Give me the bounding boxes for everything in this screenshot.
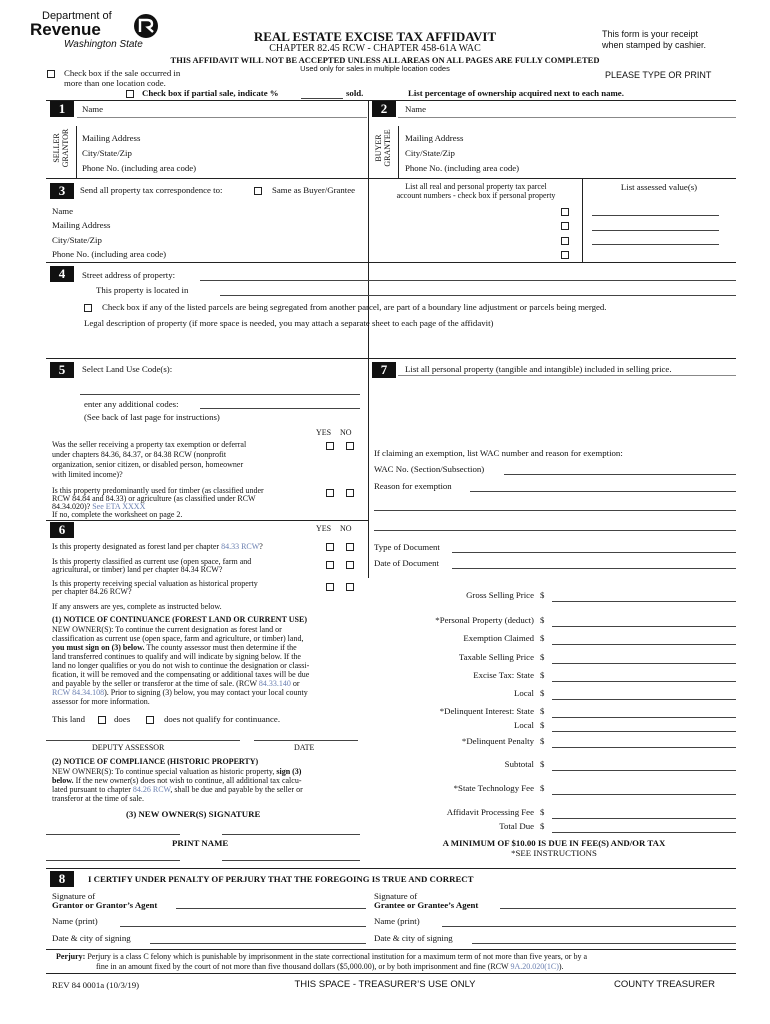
does-label: does bbox=[114, 714, 131, 724]
county-treasurer-label: COUNTY TREASURER bbox=[614, 979, 715, 990]
if-yes-note: If any answers are yes, complete as instructed below. bbox=[52, 602, 222, 611]
notice1-line-8: RCW 84.34.108). Prior to signing (3) below, you may contact your local county bbox=[52, 688, 308, 697]
multi-location-checkbox[interactable] bbox=[47, 70, 55, 78]
historic-question-1: Is this property receiving special valuation as historical property bbox=[52, 579, 258, 588]
section-1-number: 1 bbox=[50, 101, 74, 117]
grantor-signature-label-2: Grantor or Grantor’s Agent bbox=[52, 900, 158, 910]
treasurer-space-label: THIS SPACE - TREASURER’S USE ONLY bbox=[294, 979, 476, 990]
assessed-header: List assessed value(s) bbox=[620, 182, 698, 192]
notice1-line-2: classification as current use (open space, farm and agriculture, or timber) land, bbox=[52, 634, 304, 643]
form-chapter: CHAPTER 82.45 RCW - CHAPTER 458-61A WAC bbox=[269, 43, 481, 54]
same-as-buyer-label: Same as Buyer/Grantee bbox=[272, 185, 356, 195]
partial-sale-checkbox[interactable] bbox=[126, 90, 134, 98]
partial-sale-suffix: sold. bbox=[346, 88, 364, 98]
revenue-logo-icon bbox=[133, 12, 159, 40]
fee-dollar-sign: $ bbox=[540, 759, 545, 769]
timber-question-1: Is this property predominantly used for timber (as classified under bbox=[52, 486, 264, 495]
seller-phone-label: Phone No. (including area code) bbox=[82, 163, 197, 173]
notice2-line-2: below. If the new owner(s) does not wish to continue, all additional tax calcu- bbox=[52, 776, 302, 785]
perjury-statement-2: fine in an amount fixed by the court of not more than five thousand dollars ($5,000.00), or by both imprisonment and fine (RCW 9A.20.020(1C)). bbox=[96, 962, 564, 971]
receipt-note-1: This form is your receipt bbox=[602, 29, 699, 39]
forest-rcw-link[interactable]: 84.33 RCW bbox=[221, 542, 260, 551]
type-document-input[interactable] bbox=[452, 552, 736, 553]
historic-yes-checkbox[interactable] bbox=[326, 583, 334, 591]
notice1-line-6: fication, it will be removed and the compensating or additional taxes will be due bbox=[52, 670, 310, 679]
fee-dollar-sign: $ bbox=[540, 615, 545, 625]
date-document-label: Date of Document bbox=[374, 558, 439, 568]
send-correspondence-label: Send all property tax correspondence to: bbox=[80, 185, 223, 195]
fee-dollar-sign: $ bbox=[540, 670, 545, 680]
fee-dollar-sign: $ bbox=[540, 706, 545, 716]
sec6-no-header: NO bbox=[340, 524, 352, 533]
multi-location-note: Used only for sales in multiple location codes bbox=[300, 64, 450, 73]
street-address-input[interactable] bbox=[200, 280, 736, 281]
current-use-question-2: agricultural, or timber) land per chapter 84.34 RCW? bbox=[52, 565, 223, 574]
forest-yes-checkbox[interactable] bbox=[326, 543, 334, 551]
rcw-9a-link[interactable]: 9A.20.020(1C) bbox=[510, 962, 559, 971]
fee-value-input[interactable] bbox=[552, 783, 736, 795]
fee-label: *Delinquent Penalty bbox=[461, 736, 534, 746]
fee-label: *Personal Property (deduct) bbox=[435, 615, 534, 625]
exemption-no-checkbox[interactable] bbox=[346, 442, 354, 450]
seller-side-label: SELLER GRANTOR bbox=[52, 128, 70, 168]
legal-description-label: Legal description of property (if more space is needed, you may attach a separate sheet to each page of the affidavit) bbox=[84, 318, 494, 328]
fee-label: *Delinquent Interest: State bbox=[439, 706, 534, 716]
land-does-checkbox[interactable] bbox=[98, 716, 106, 724]
assessed-value-1[interactable] bbox=[592, 215, 719, 216]
parcel-2-checkbox[interactable] bbox=[561, 222, 569, 230]
parcel-3-checkbox[interactable] bbox=[561, 237, 569, 245]
notice2-line-1: NEW OWNER(S): To continue special valuation as historic property, sign (3) bbox=[52, 767, 302, 776]
buyer-side-label: BUYER GRANTEE bbox=[374, 129, 392, 167]
deputy-assessor-signature[interactable] bbox=[46, 740, 240, 741]
assessed-value-2[interactable] bbox=[592, 230, 719, 231]
section-5-number: 5 bbox=[50, 362, 74, 378]
wac-number-label: WAC No. (Section/Subsection) bbox=[374, 464, 485, 474]
exemption-yes-checkbox[interactable] bbox=[326, 442, 334, 450]
exemption-question-1: Was the seller receiving a property tax exemption or deferral bbox=[52, 440, 247, 449]
sec6-yes-header: YES bbox=[316, 524, 332, 533]
type-document-label: Type of Document bbox=[374, 542, 440, 552]
notice1-line-1: NEW OWNER(S): To continue the current designation as forest land or bbox=[52, 625, 282, 634]
section-4-number: 4 bbox=[50, 266, 74, 282]
parcel-header-1: List all real and personal property tax parcel bbox=[405, 182, 547, 191]
grantor-signature-label-1: Signature of bbox=[52, 891, 96, 901]
reason-label: Reason for exemption bbox=[374, 481, 452, 491]
fee-label: Gross Selling Price bbox=[466, 590, 534, 600]
date-document-input[interactable] bbox=[452, 568, 736, 569]
street-address-label: Street address of property: bbox=[82, 270, 176, 280]
dept-of-text: Department of bbox=[42, 10, 112, 22]
grantee-date-city-label: Date & city of signing bbox=[374, 933, 453, 943]
grantor-date-city-label: Date & city of signing bbox=[52, 933, 131, 943]
historic-no-checkbox[interactable] bbox=[346, 583, 354, 591]
exemption-question-4: with limited income)? bbox=[52, 470, 123, 479]
wac-number-input[interactable] bbox=[504, 474, 736, 475]
does-not-label: does not qualify for continuance. bbox=[164, 714, 281, 724]
see-back-label: (See back of last page for instructions) bbox=[84, 412, 220, 422]
parcel-1-checkbox[interactable] bbox=[561, 208, 569, 216]
current-use-no-checkbox[interactable] bbox=[346, 561, 354, 569]
print-name-label: PRINT NAME bbox=[172, 838, 229, 848]
assessed-value-3[interactable] bbox=[592, 244, 719, 245]
certify-statement: I CERTIFY UNDER PENALTY OF PERJURY THAT THE FOREGOING IS TRUE AND CORRECT bbox=[88, 874, 474, 884]
rcw-84-34-108-link[interactable]: RCW 84.34.108 bbox=[52, 688, 105, 697]
fee-dollar-sign: $ bbox=[540, 633, 545, 643]
exemption-claim-label: If claiming an exemption, list WAC number and reason for exemption: bbox=[374, 448, 623, 458]
fee-value-input[interactable] bbox=[552, 633, 736, 645]
mail-phone-label: Phone No. (including area code) bbox=[52, 249, 167, 259]
notice2-line-4: transferor at the time of sale. bbox=[52, 794, 144, 803]
form-id: REV 84 0001a (10/3/19) bbox=[52, 980, 140, 990]
timber-question-4: If no, complete the worksheet on page 2. bbox=[52, 510, 183, 519]
deputy-date-label: DATE bbox=[294, 743, 315, 752]
print-name-input-1[interactable] bbox=[46, 860, 180, 861]
located-in-input[interactable] bbox=[220, 295, 736, 296]
forest-question: Is this property designated as forest land per chapter 84.33 RCW? bbox=[52, 542, 263, 551]
fee-label: Affidavit Processing Fee bbox=[446, 807, 534, 817]
seller-name-label: Name bbox=[82, 104, 104, 114]
fee-dollar-sign: $ bbox=[540, 720, 545, 730]
exemption-question-3: organization, senior citizen, or disabled person, homeowner bbox=[52, 460, 244, 469]
land-does-not-checkbox[interactable] bbox=[146, 716, 154, 724]
fee-label: Subtotal bbox=[504, 759, 534, 769]
fee-dollar-sign: $ bbox=[540, 688, 545, 698]
revenue-logo bbox=[30, 10, 162, 52]
deputy-assessor-date[interactable] bbox=[254, 740, 358, 741]
fee-label: Local bbox=[513, 688, 534, 698]
additional-codes-input[interactable] bbox=[200, 408, 360, 409]
reason-input-2[interactable] bbox=[374, 510, 736, 511]
located-in-label: This property is located in bbox=[96, 285, 189, 295]
section-8-number: 8 bbox=[50, 871, 74, 887]
multi-location-label-1: Check box if the sale occurred in bbox=[64, 68, 181, 78]
fee-value-input[interactable] bbox=[552, 821, 736, 833]
fee-dollar-sign: $ bbox=[540, 736, 545, 746]
grantee-name-label: Name (print) bbox=[374, 916, 420, 926]
notice2-title: (2) NOTICE OF COMPLIANCE (HISTORIC PROPERTY) bbox=[52, 757, 259, 766]
eta-link[interactable]: See ETA XXXX bbox=[92, 502, 146, 511]
fee-value-input[interactable] bbox=[552, 706, 736, 718]
buyer-phone-label: Phone No. (including area code) bbox=[405, 163, 520, 173]
fee-label: Exemption Claimed bbox=[463, 633, 534, 643]
fee-value-input[interactable] bbox=[552, 736, 736, 748]
section-6-number: 6 bbox=[50, 522, 74, 538]
land-use-input[interactable] bbox=[80, 394, 360, 395]
exemption-question-2: under chapters 84.36, 84.37, or 84.38 RCW (nonprofit bbox=[52, 450, 227, 459]
same-as-buyer-checkbox[interactable] bbox=[254, 187, 262, 195]
grantee-signature-input[interactable] bbox=[500, 908, 736, 909]
new-owner-signature-1[interactable] bbox=[46, 834, 180, 835]
fee-value-input[interactable] bbox=[552, 720, 736, 732]
fee-dollar-sign: $ bbox=[540, 821, 545, 831]
reason-input-1[interactable] bbox=[470, 491, 736, 492]
mail-mailing-label: Mailing Address bbox=[52, 220, 111, 230]
new-owner-signature-2[interactable] bbox=[222, 834, 360, 835]
fee-value-input[interactable] bbox=[552, 670, 736, 682]
type-or-print: PLEASE TYPE OR PRINT bbox=[605, 70, 712, 80]
washington-state-text: Washington State bbox=[64, 39, 143, 50]
section-3-number: 3 bbox=[50, 183, 74, 199]
fee-value-input[interactable] bbox=[552, 652, 736, 664]
fee-dollar-sign: $ bbox=[540, 807, 545, 817]
notice1-line-9: assessor for more information. bbox=[52, 697, 150, 706]
sec5-yes-header: YES bbox=[316, 428, 332, 437]
segregated-checkbox[interactable] bbox=[84, 304, 92, 312]
timber-question-3: 84.34.020)? See ETA XXXX bbox=[52, 502, 146, 511]
fee-label: Total Due bbox=[499, 821, 534, 831]
buyer-city-label: City/State/Zip bbox=[405, 148, 455, 158]
parcel-header-2: account numbers - check box if personal property bbox=[396, 191, 556, 200]
form-title: REAL ESTATE EXCISE TAX AFFIDAVIT bbox=[253, 29, 497, 44]
fee-dollar-sign: $ bbox=[540, 652, 545, 662]
sec5-no-header: NO bbox=[340, 428, 352, 437]
mail-name-label: Name bbox=[52, 206, 74, 216]
current-use-question-1: Is this property classified as current use (open space, farm and bbox=[52, 557, 252, 566]
minimum-due-note: A MINIMUM OF $10.00 IS DUE IN FEE(S) AND/OR TAX bbox=[442, 838, 666, 848]
notice1-line-3: you must sign on (3) below. The county assessor must then determine if the bbox=[52, 643, 297, 652]
fee-value-input[interactable] bbox=[552, 615, 736, 627]
segregated-label: Check box if any of the listed parcels are being segregated from another parcel, are part of a boundary line adjustment or parcels being merged. bbox=[102, 302, 607, 312]
perjury-statement-1: Perjury: Perjury is a class C felony which is punishable by imprisonment in the state correctional institution for a maximum term of not more than five years, or by a bbox=[56, 952, 587, 961]
fee-label: Local bbox=[513, 720, 534, 730]
buyer-name-label: Name bbox=[405, 104, 427, 114]
section-7-number: 7 bbox=[372, 362, 396, 378]
grantor-name-label: Name (print) bbox=[52, 916, 98, 926]
seller-city-label: City/State/Zip bbox=[82, 148, 132, 158]
fee-value-input[interactable] bbox=[552, 807, 736, 819]
see-instructions-note: *SEE INSTRUCTIONS bbox=[511, 848, 597, 858]
parcel-4-checkbox[interactable] bbox=[561, 251, 569, 259]
seller-mailing-label: Mailing Address bbox=[82, 133, 141, 143]
grantee-signature-label-1: Signature of bbox=[374, 891, 418, 901]
timber-yes-checkbox[interactable] bbox=[326, 489, 334, 497]
partial-sale-percent-input[interactable] bbox=[301, 98, 343, 99]
fee-label: Taxable Selling Price bbox=[458, 652, 534, 662]
reason-input-3[interactable] bbox=[374, 530, 736, 531]
multi-location-label-2: more than one location code. bbox=[64, 78, 166, 88]
grantor-name-input[interactable] bbox=[120, 926, 366, 927]
grantee-signature-label-2: Grantee or Grantee’s Agent bbox=[374, 900, 479, 910]
notice3-title: (3) NEW OWNER(S) SIGNATURE bbox=[126, 809, 261, 819]
grantor-signature-input[interactable] bbox=[176, 908, 366, 909]
grantee-date-city-input[interactable] bbox=[472, 943, 736, 944]
notice1-line-5: land no longer qualifies or you do not wish to continue the designation or classi- bbox=[52, 661, 310, 670]
fee-value-input[interactable] bbox=[552, 688, 736, 700]
rcw-84-33-140-link[interactable]: 84.33.140 bbox=[258, 679, 291, 688]
warning-banner: THIS AFFIDAVIT WILL NOT BE ACCEPTED UNLESS ALL AREAS ON ALL PAGES ARE FULLY COMPLETED bbox=[170, 55, 600, 65]
personal-property-label: List all personal property (tangible and intangible) included in selling price. bbox=[405, 364, 672, 374]
grantee-name-input[interactable] bbox=[442, 926, 736, 927]
revenue-text: Revenue bbox=[30, 20, 101, 39]
fee-value-input[interactable] bbox=[552, 590, 736, 602]
fee-label: Excise Tax: State bbox=[473, 670, 534, 680]
print-name-input-2[interactable] bbox=[222, 860, 360, 861]
fee-value-input[interactable] bbox=[552, 759, 736, 771]
additional-codes-label: enter any additional codes: bbox=[84, 399, 179, 409]
this-land-label: This land bbox=[52, 714, 85, 724]
timber-question-2: RCW 84.84 and 84.33) or agriculture (as classified under RCW bbox=[52, 494, 256, 503]
receipt-note-2: when stamped by cashier. bbox=[602, 40, 707, 50]
notice1-line-7: and payable by the seller or transferor at the time of sale. (RCW 84.33.140 or bbox=[52, 679, 300, 688]
notice1-title: (1) NOTICE OF CONTINUANCE (FOREST LAND OR CURRENT USE) bbox=[52, 615, 307, 624]
fee-label: *State Technology Fee bbox=[453, 783, 534, 793]
rcw-84-26-link[interactable]: 84.26 RCW bbox=[132, 785, 171, 794]
ownership-note: List percentage of ownership acquired next to each name. bbox=[408, 88, 624, 98]
current-use-yes-checkbox[interactable] bbox=[326, 561, 334, 569]
section-2-number: 2 bbox=[372, 101, 396, 117]
partial-sale-label: Check box if partial sale, indicate % bbox=[142, 88, 279, 98]
timber-no-checkbox[interactable] bbox=[346, 489, 354, 497]
fee-dollar-sign: $ bbox=[540, 590, 545, 600]
notice2-line-3: lated pursuant to chapter 84.26 RCW, shall be due and payable by the seller or bbox=[52, 785, 303, 794]
land-use-label: Select Land Use Code(s): bbox=[82, 364, 173, 374]
historic-question-2: per chapter 84.26 RCW? bbox=[52, 587, 132, 596]
deputy-assessor-label: DEPUTY ASSESSOR bbox=[92, 743, 165, 752]
fee-dollar-sign: $ bbox=[540, 783, 545, 793]
notice1-line-4: land transferred continues to qualify and will indicate by signing below. If the bbox=[52, 652, 301, 661]
mail-city-label: City/State/Zip bbox=[52, 235, 102, 245]
buyer-mailing-label: Mailing Address bbox=[405, 133, 464, 143]
forest-no-checkbox[interactable] bbox=[346, 543, 354, 551]
grantor-date-city-input[interactable] bbox=[150, 943, 366, 944]
